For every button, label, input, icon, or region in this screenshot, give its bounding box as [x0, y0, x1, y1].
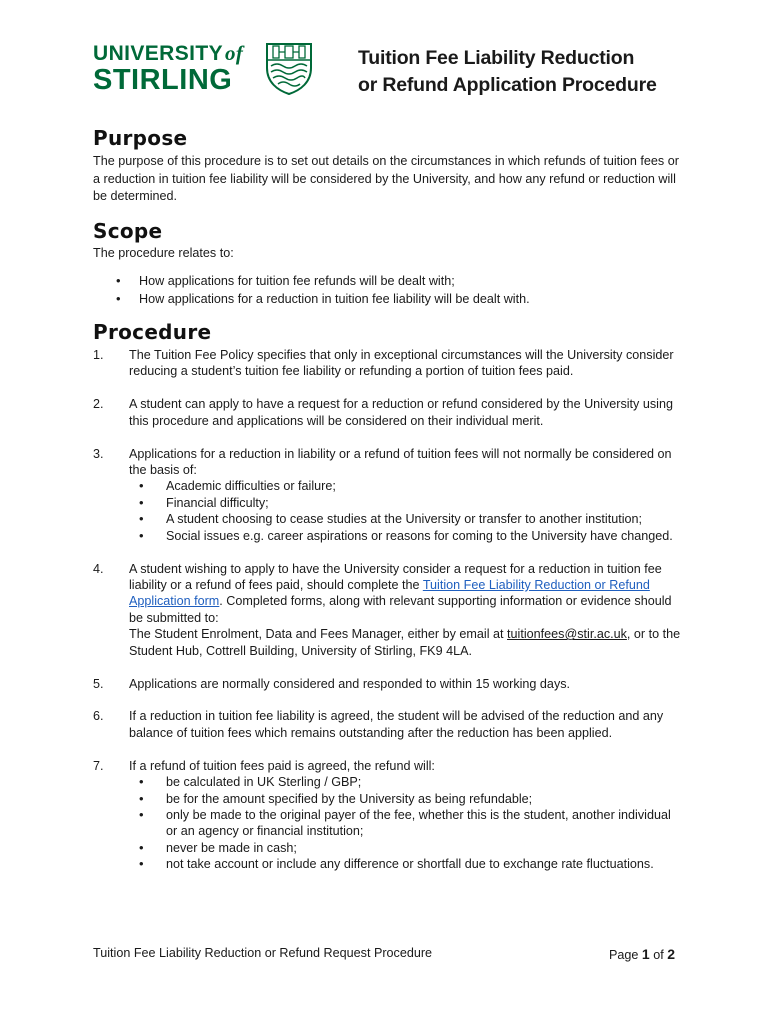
- procedure-item: [93, 758, 683, 873]
- procedure-item: [93, 708, 683, 741]
- sub-bullet: • Financial difficulty;: [129, 495, 683, 511]
- item-sub-list: [129, 478, 683, 544]
- item-text-part: The Student Enrolment, Data and Fees Manager, either by email at: [129, 627, 508, 642]
- procedure-list: [93, 347, 683, 889]
- sub-bullet: • never be made in cash;: [129, 840, 683, 856]
- document-header: [93, 42, 693, 98]
- logo-stirling-text: STIRLING: [93, 64, 233, 96]
- application-form-link[interactable]: Tuition Fee Liability Reduction or Refund Application form: [129, 577, 650, 609]
- item-text: Applications for a reduction in liability or a refund of tuition fees will not normally be considered on the basis of:: [129, 446, 672, 478]
- scope-bullet: • How applications for a reduction in tuition fee liability will be dealt with.: [116, 290, 530, 308]
- footer-document-name: Tuition Fee Liability Reduction or Refund Request Procedure: [93, 946, 433, 960]
- sub-bullet: • Social issues e.g. career aspirations or reasons for coming to the University have changed.: [129, 528, 683, 544]
- sub-bullet: • be for the amount specified by the University as being refundable;: [129, 791, 683, 807]
- logo-of-text: of: [225, 41, 244, 65]
- item-text: Applications are normally considered and responded to within 15 working days.: [129, 676, 571, 691]
- item-number: 3.: [93, 446, 104, 461]
- scope-heading: Scope: [93, 219, 163, 243]
- total-pages: 2: [667, 946, 675, 962]
- procedure-item: [93, 347, 683, 380]
- item-text: If a refund of tuition fees paid is agreed, the refund will:: [129, 758, 435, 773]
- sub-bullet: • only be made to the original payer of the fee, whether this is the student, another individual or an agency or financial institution;: [129, 807, 683, 840]
- item-text: [129, 561, 683, 627]
- item-text-address: [129, 626, 683, 659]
- document-title: [358, 45, 657, 99]
- procedure-item: [93, 446, 683, 544]
- item-sub-list: [129, 774, 683, 872]
- item-number: 4.: [93, 561, 104, 576]
- item-text: The Tuition Fee Policy specifies that only in exceptional circumstances will the University consider reducing a student’s tuition fee liability or refunding a portion of tuition fees paid.: [129, 348, 674, 379]
- item-text-part: A student wishing to apply to have the University consider a request for a reduction in tuition fee liability or a refund of fees paid, should complete the: [129, 561, 662, 592]
- item-number: 6.: [93, 709, 104, 724]
- university-logo: [93, 42, 243, 95]
- page-number: [609, 946, 675, 962]
- item-number: 1.: [93, 348, 104, 362]
- scope-bullet: • How applications for tuition fee refunds will be dealt with;: [116, 272, 530, 290]
- sub-bullet: • A student choosing to cease studies at the University or transfer to another institution;: [129, 511, 683, 527]
- procedure-item: [93, 561, 683, 659]
- email-link[interactable]: tuitionfees@stir.ac.uk: [507, 627, 627, 642]
- item-text: A student can apply to have a request for a reduction or refund considered by the University using this procedure and applications will be considered on their individual merit.: [129, 397, 673, 428]
- of-label: of: [653, 948, 664, 962]
- procedure-heading: Procedure: [93, 320, 212, 344]
- scope-bullet-list: [116, 272, 530, 308]
- item-number: 7.: [93, 758, 104, 773]
- item-number: 5.: [93, 676, 104, 691]
- item-text-part: . Completed forms, along with relevant supporting information or evidence should be submitted to:: [129, 594, 672, 625]
- sub-bullet: • Academic difficulties or failure;: [129, 478, 683, 494]
- current-page: 1: [641, 946, 650, 962]
- sub-bullet: • be calculated in UK Sterling / GBP;: [129, 774, 683, 790]
- item-text-part: , or to the Student Hub, Cottrell Building, University of Stirling, FK9 4LA.: [129, 627, 681, 658]
- item-text: If a reduction in tuition fee liability is agreed, the student will be advised of the reduction and any balance of tuition fees which remains outstanding after the reduction has been applied.: [129, 709, 664, 740]
- university-crest-icon: [265, 42, 313, 96]
- procedure-item: [93, 396, 683, 429]
- item-number: 2.: [93, 397, 104, 412]
- sub-bullet: • not take account or include any difference or shortfall due to exchange rate fluctuations.: [129, 856, 683, 872]
- document-title-line1: Tuition Fee Liability Reduction: [358, 47, 635, 69]
- purpose-heading: Purpose: [93, 126, 188, 150]
- page-label: Page: [608, 948, 639, 962]
- purpose-text: The purpose of this procedure is to set out details on the circumstances in which refunds of tuition fees or a reduction in tuition fee liability will be considered by the University, and how any refund or reduction will be determined.: [93, 154, 679, 203]
- procedure-item: [93, 676, 683, 692]
- logo-university-text: UNIVERSITY: [93, 42, 224, 65]
- scope-intro: The procedure relates to:: [93, 246, 234, 260]
- document-title-line2: or Refund Application Procedure: [358, 74, 657, 96]
